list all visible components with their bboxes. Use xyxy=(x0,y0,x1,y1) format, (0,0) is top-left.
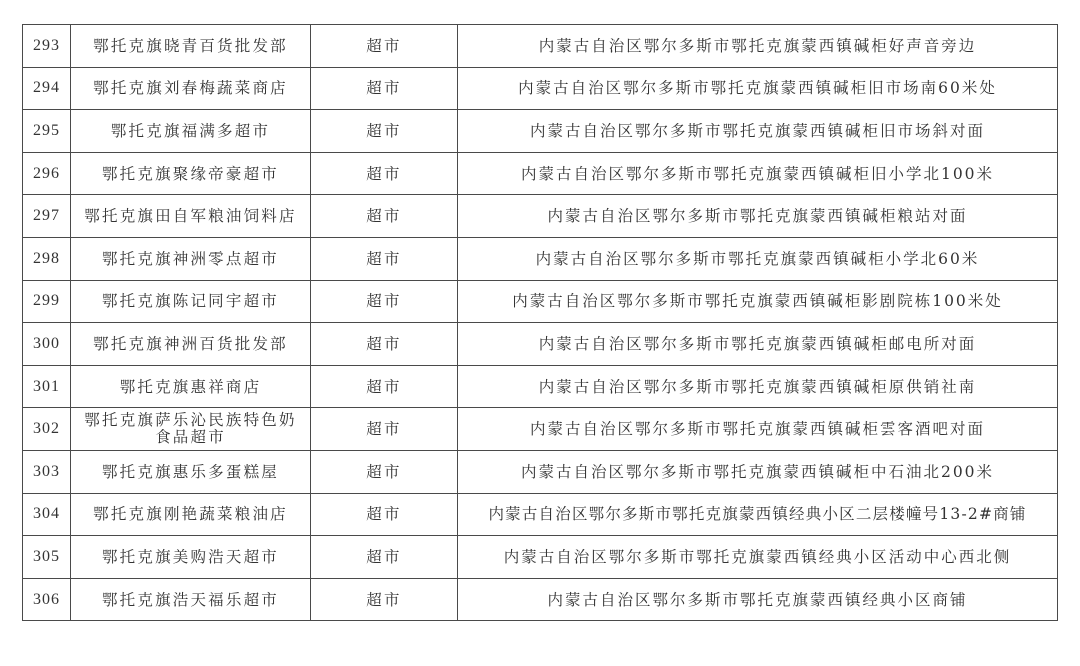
store-name: 鄂托克旗晓青百货批发部 xyxy=(71,25,311,68)
table-row xyxy=(23,578,1058,621)
store-address: 内蒙古自治区鄂尔多斯市鄂托克旗蒙西镇碱柜中石油北200米 xyxy=(458,450,1058,493)
row-number: 296 xyxy=(23,152,71,195)
row-number: 294 xyxy=(23,67,71,110)
table-row xyxy=(23,408,1058,451)
table-row xyxy=(23,493,1058,536)
store-type: 超市 xyxy=(311,323,458,366)
store-name: 鄂托克旗浩天福乐超市 xyxy=(71,578,311,621)
table-row xyxy=(23,280,1058,323)
store-type: 超市 xyxy=(311,67,458,110)
table-row xyxy=(23,536,1058,579)
row-number: 299 xyxy=(23,280,71,323)
store-address: 内蒙古自治区鄂尔多斯市鄂托克旗蒙西镇碱柜旧市场斜对面 xyxy=(458,110,1058,153)
store-address: 内蒙古自治区鄂尔多斯市鄂托克旗蒙西镇碱柜影剧院栋100米处 xyxy=(458,280,1058,323)
store-name: 鄂托克旗田自军粮油饲料店 xyxy=(71,195,311,238)
row-number: 304 xyxy=(23,493,71,536)
store-address: 内蒙古自治区鄂尔多斯市鄂托克旗蒙西镇碱柜邮电所对面 xyxy=(458,323,1058,366)
store-type: 超市 xyxy=(311,195,458,238)
table-row xyxy=(23,365,1058,408)
store-type: 超市 xyxy=(311,280,458,323)
row-number: 298 xyxy=(23,237,71,280)
table-row xyxy=(23,450,1058,493)
row-number: 305 xyxy=(23,536,71,579)
table-row xyxy=(23,237,1058,280)
store-name: 鄂托克旗惠乐多蛋糕屋 xyxy=(71,450,311,493)
store-name: 鄂托克旗惠祥商店 xyxy=(71,365,311,408)
store-type: 超市 xyxy=(311,408,458,451)
store-table xyxy=(22,24,1058,621)
table-row xyxy=(23,110,1058,153)
store-address: 内蒙古自治区鄂尔多斯市鄂托克旗蒙西镇碱柜旧小学北100米 xyxy=(458,152,1058,195)
store-name: 鄂托克旗神洲零点超市 xyxy=(71,237,311,280)
store-name: 鄂托克旗陈记同宇超市 xyxy=(71,280,311,323)
table-row xyxy=(23,195,1058,238)
store-name: 鄂托克旗美购浩天超市 xyxy=(71,536,311,579)
store-name: 鄂托克旗福满多超市 xyxy=(71,110,311,153)
store-type: 超市 xyxy=(311,237,458,280)
row-number: 297 xyxy=(23,195,71,238)
store-name: 鄂托克旗刚艳蔬菜粮油店 xyxy=(71,493,311,536)
store-type: 超市 xyxy=(311,152,458,195)
store-type: 超市 xyxy=(311,578,458,621)
store-name: 鄂托克旗刘春梅蔬菜商店 xyxy=(71,67,311,110)
row-number: 302 xyxy=(23,408,71,451)
store-list-document xyxy=(22,24,1057,621)
table-row xyxy=(23,67,1058,110)
store-type: 超市 xyxy=(311,365,458,408)
store-address: 内蒙古自治区鄂尔多斯市鄂托克旗蒙西镇经典小区二层楼幢号13-2#商铺 xyxy=(458,493,1058,536)
row-number: 306 xyxy=(23,578,71,621)
store-address: 内蒙古自治区鄂尔多斯市鄂托克旗蒙西镇碱柜雲客酒吧对面 xyxy=(458,408,1058,451)
store-address: 内蒙古自治区鄂尔多斯市鄂托克旗蒙西镇碱柜好声音旁边 xyxy=(458,25,1058,68)
store-type: 超市 xyxy=(311,110,458,153)
row-number: 301 xyxy=(23,365,71,408)
store-address: 内蒙古自治区鄂尔多斯市鄂托克旗蒙西镇碱柜原供销社南 xyxy=(458,365,1058,408)
row-number: 300 xyxy=(23,323,71,366)
store-type: 超市 xyxy=(311,450,458,493)
row-number: 295 xyxy=(23,110,71,153)
store-name: 鄂托克旗萨乐沁民族特色奶食品超市 xyxy=(71,408,311,451)
store-type: 超市 xyxy=(311,536,458,579)
table-row xyxy=(23,152,1058,195)
store-name: 鄂托克旗聚缘帝豪超市 xyxy=(71,152,311,195)
store-type: 超市 xyxy=(311,25,458,68)
store-address: 内蒙古自治区鄂尔多斯市鄂托克旗蒙西镇碱柜旧市场南60米处 xyxy=(458,67,1058,110)
store-type: 超市 xyxy=(311,493,458,536)
store-address: 内蒙古自治区鄂尔多斯市鄂托克旗蒙西镇碱柜小学北60米 xyxy=(458,237,1058,280)
store-address: 内蒙古自治区鄂尔多斯市鄂托克旗蒙西镇经典小区活动中心西北侧 xyxy=(458,536,1058,579)
store-name: 鄂托克旗神洲百货批发部 xyxy=(71,323,311,366)
store-address: 内蒙古自治区鄂尔多斯市鄂托克旗蒙西镇碱柜粮站对面 xyxy=(458,195,1058,238)
table-row xyxy=(23,25,1058,68)
store-address: 内蒙古自治区鄂尔多斯市鄂托克旗蒙西镇经典小区商铺 xyxy=(458,578,1058,621)
table-row xyxy=(23,323,1058,366)
row-number: 303 xyxy=(23,450,71,493)
row-number: 293 xyxy=(23,25,71,68)
